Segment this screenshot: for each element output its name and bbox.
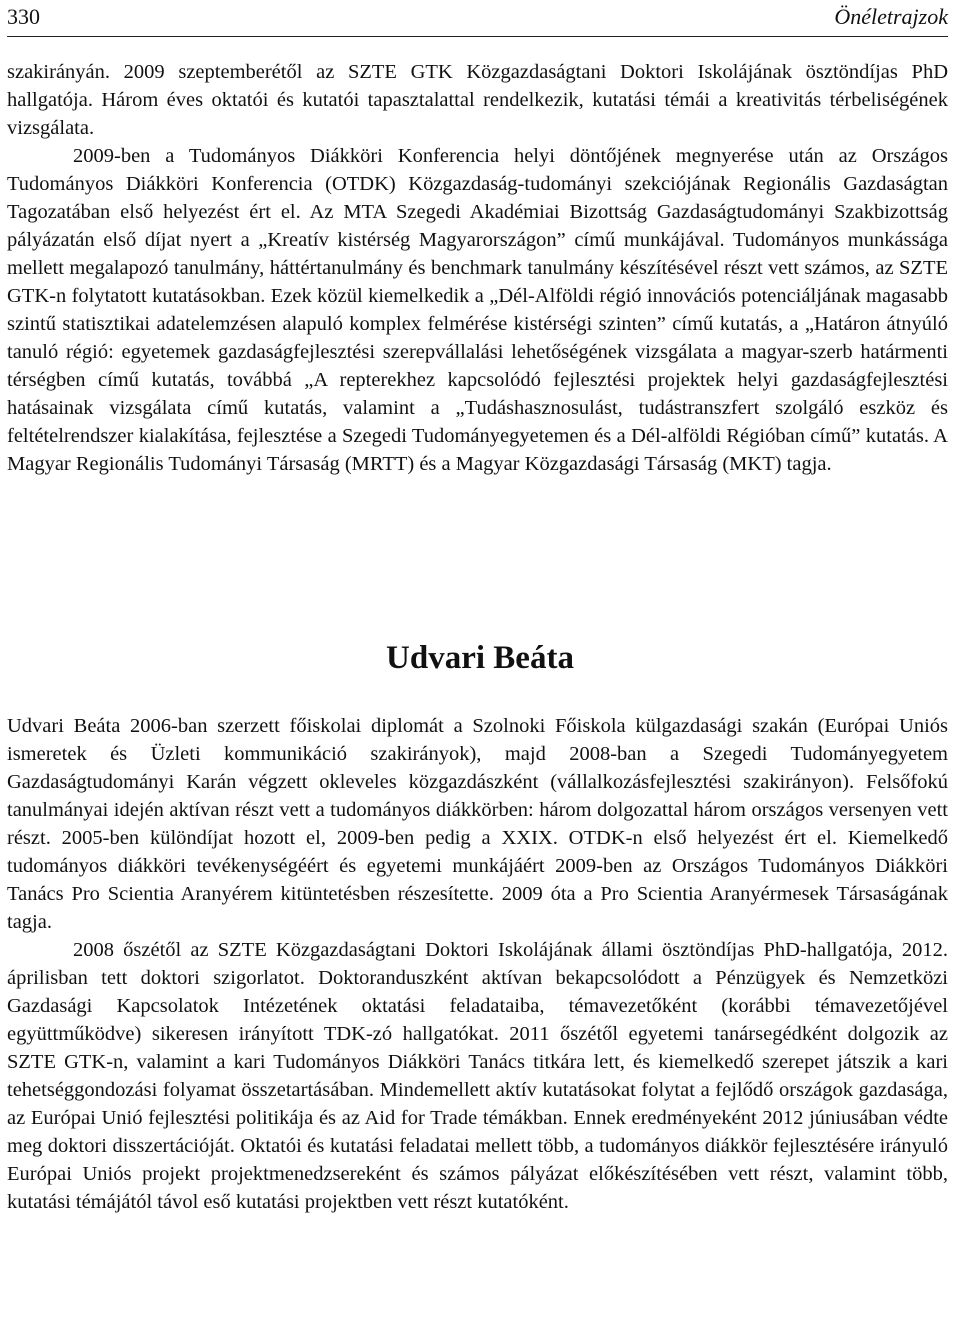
section-title: Udvari Beáta bbox=[386, 640, 574, 676]
paragraph: 2008 őszétől az SZTE Közgazdaságtani Doktori Iskolájának állami ösztöndíjas PhD-hallgatója, 2012. áprilisban tett doktori szigorlatot. Doktoranduszként aktívan bekapcsolódott a Pénzügyek és Nemzetközi Gazdasági Kapcsolatok Intézetének oktatási feladataiba, témavezetőként (korábbi témavezetőjével együttműködve) sikeresen irányított TDK-zó hallgatókat. 2011 őszétől egyetemi tanársegédként dolgozik az SZTE GTK-n, valamint a kari Tudományos Diákköri Tanács titkára lett, és kiemelkedő szerepet játszik a kari tehetséggondozási folyamat összetartásában. Mindemellett aktív kutatásokat folytat a fejlődő országok gazdasága, az Európai Unió fejlesztési politikája és az Aid for Trade témákban. Ennek eredményeként 2012 júniusában védte meg doktori disszertációját. Oktatói és kutatási feladatai mellett több, a tudományos diákkör fejlesztésére irányuló Európai Uniós projekt projektmenedzsereként és számos pályázat előkészítésében vett részt, valamint több, kutatási témájától távol eső kutatási projektben vett részt kutatóként. bbox=[7, 939, 948, 1213]
paragraph: szakirányán. 2009 szeptemberétől az SZTE GTK Közgazdaságtani Doktori Iskolájának ösztöndíjas PhD hallgatója. Három éves oktatói és kutatói tapasztalattal rendelkezik, kutatási témái a kreativitás térbeliségének vizsgálata. bbox=[7, 61, 948, 139]
paragraph: Udvari Beáta 2006-ban szerzett főiskolai diplomát a Szolnoki Főiskola külgazdasági szakán (Európai Uniós ismeretek és Üzleti kommunikáció szakirányok), majd 2008-ban a Szegedi Tudományegyetem Gazdaságtudományi Karán végzett okleveles közgazdászként (vállalkozásfejlesztési szakirányon). Felsőfokú tanulmányai idején aktívan részt vett a tudományos diákkörben: három dolgozattal három országos versenyen vett részt. 2005-ben különdíjat hozott el, 2009-ben pedig a XXIX. OTDK-n első helyezést ért el. Kiemelkedő tudományos diákköri tevékenységéért és egyetemi munkájáért 2009-ben az Országos Tudományos Diákköri Tanács Pro Scientia Aranyérem kitüntetésben részesítette. 2009 óta a Pro Scientia Aranyérmesek Társaságának tagja. bbox=[7, 715, 948, 933]
biography-body bbox=[7, 712, 948, 1216]
previous-biography-continuation bbox=[7, 58, 948, 478]
paragraph: 2009-ben a Tudományos Diákköri Konferencia helyi döntőjének megnyerése után az Országos Tudományos Diákköri Konferencia (OTDK) Közgazdaság-tudományi szekciójának Regionális Gazdaságtan Tagozatában első helyezést ért el. Az MTA Szegedi Akadémiai Bizottság Gazdaságtudományi Szakbizottság pályázatán első díjat nyert a „Kreatív kistérség Magyarországon” című munkájával. Tudományos munkássága mellett megalapozó tanulmány, háttértanulmány és benchmark tanulmány készítésével részt vett számos, az SZTE GTK-n folytatott kutatásokban. Ezek közül kiemelkedik a „Dél-Alföldi régió innovációs potenciáljának magasabb szintű statisztikai adatelemzésen alapuló komplex felmérése kistérségi szinten” című kutatás, a „Határon átnyúló tanuló régió: egyetemek gazdaságfejlesztési szerepvállalási lehetőségének vizsgálata a magyar-szerb határmenti térségben című kutatás, továbbá „A repterekhez kapcsolódó fejlesztési projektek helyi gazdaságfejlesztési hatásainak vizsgálata című kutatás, valamint a „Tudáshasznosulást, tudástranszfert szolgáló eszköz és feltételrendszer kialakítása, fejlesztése a Szegedi Tudományegyetemen és a Dél-alföldi Régióban című” kutatás. A Magyar Regionális Tudományi Társaság (MRTT) és a Magyar Közgazdasági Társaság (MKT) tagja. bbox=[7, 145, 948, 475]
page-number: 330 bbox=[7, 4, 40, 29]
running-title: Önéletrajzok bbox=[834, 4, 948, 29]
page-header bbox=[7, 4, 948, 37]
